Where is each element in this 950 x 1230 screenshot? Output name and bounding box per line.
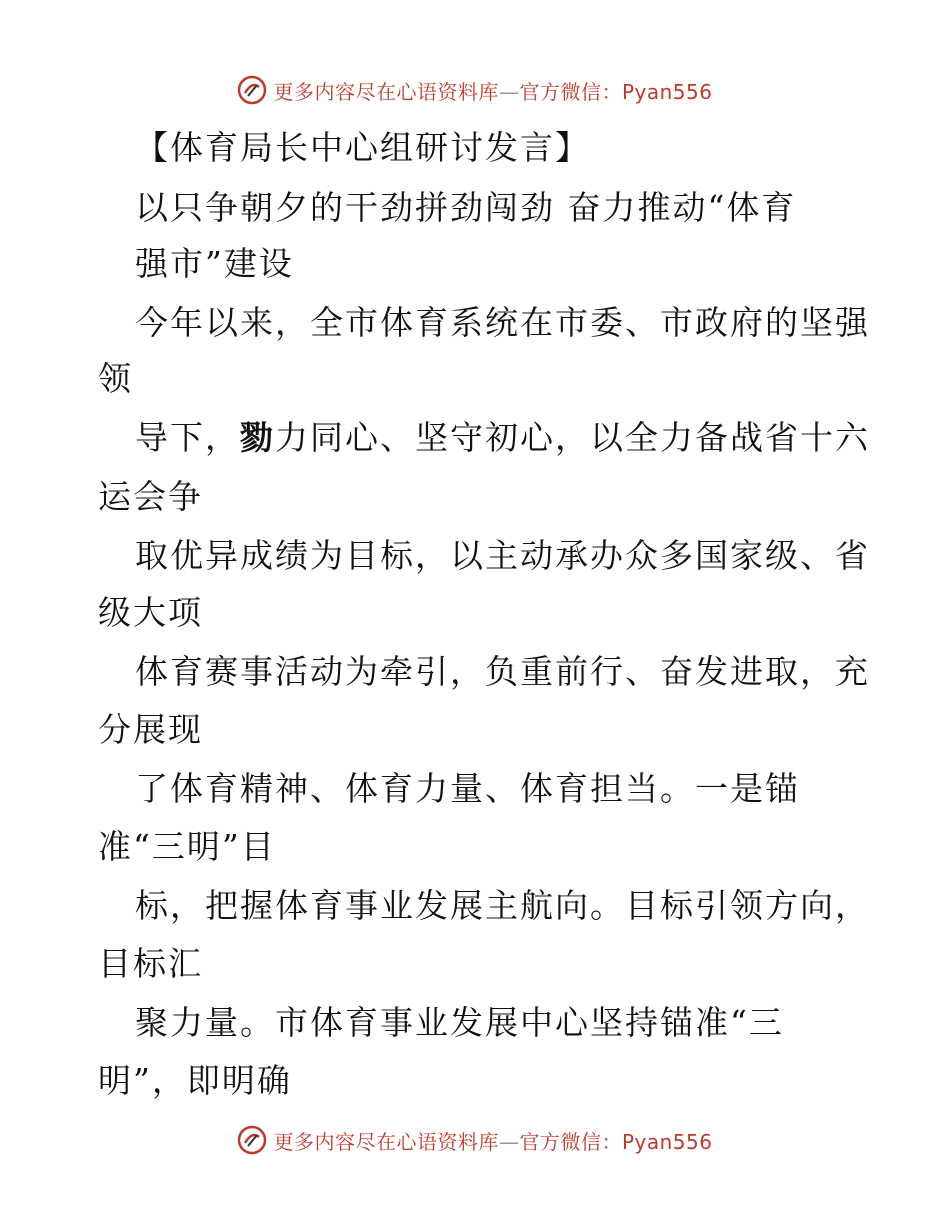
body-line-3-special-char: 勠 bbox=[240, 418, 275, 457]
body-line-14: 明”，即明确 bbox=[98, 1061, 292, 1100]
watermark-footer bbox=[0, 1120, 950, 1160]
body-line-9: 了体育精神、体育力量、体育担当。一是锚 bbox=[135, 769, 800, 808]
brand-logo-icon bbox=[237, 1125, 267, 1155]
body-line-6: 级大项 bbox=[98, 593, 203, 632]
watermark-contact: 官方微信：Pyan556 bbox=[519, 79, 713, 104]
body-line-1: 今年以来，全市体育系统在市委、市政府的坚强 bbox=[135, 303, 870, 342]
body-line-5: 取优异成绩为目标，以主动承办众多国家级、省 bbox=[135, 536, 870, 575]
body-line-4: 运会争 bbox=[98, 477, 203, 516]
body-line-12: 目标汇 bbox=[98, 944, 203, 983]
body-line-2: 领 bbox=[98, 359, 133, 398]
doc-title-line-1: 以只争朝夕的干劲拼劲闯劲 奋力推动“体育 bbox=[135, 188, 797, 227]
brand-logo-icon bbox=[237, 75, 267, 105]
body-line-13: 聚力量。市体育事业发展中心坚持锚准“三 bbox=[135, 1003, 784, 1042]
watermark-site: 更多内容尽在心语资料库 bbox=[273, 79, 499, 104]
body-line-3-rest: 力同心、坚守初心，以全力备战省十六 bbox=[275, 418, 870, 457]
body-line-8: 分展现 bbox=[98, 710, 203, 749]
body-line-3 bbox=[135, 418, 870, 458]
watermark-site: 更多内容尽在心语资料库 bbox=[273, 1129, 499, 1154]
body-line-3-start: 导下， bbox=[135, 418, 240, 457]
body-line-11: 标，把握体育事业发展主航向。目标引领方向， bbox=[135, 886, 870, 925]
watermark-text bbox=[273, 1126, 712, 1155]
body-line-7: 体育赛事活动为牵引，负重前行、奋发进取，充 bbox=[135, 652, 870, 691]
watermark-dash: — bbox=[498, 1129, 520, 1154]
watermark-contact: 官方微信：Pyan556 bbox=[519, 1129, 713, 1154]
body-line-10: 准“三明”目 bbox=[98, 827, 276, 866]
doc-header: 【体育局长中心组研讨发言】 bbox=[135, 128, 590, 167]
watermark-header bbox=[0, 70, 950, 110]
watermark-text bbox=[273, 76, 712, 105]
watermark-dash: — bbox=[498, 79, 520, 104]
doc-title-line-2: 强市”建设 bbox=[135, 244, 294, 283]
